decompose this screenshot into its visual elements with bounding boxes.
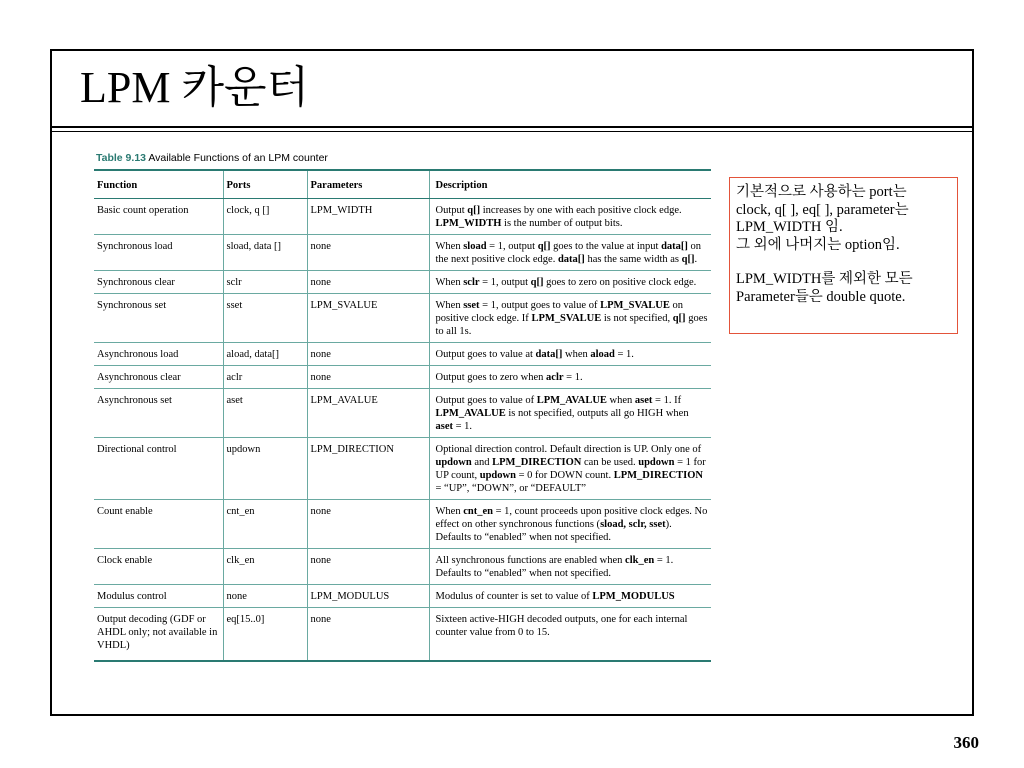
table-row — [94, 389, 711, 438]
cell-ports: sload, data [] — [223, 235, 307, 271]
cell-ports: updown — [223, 438, 307, 500]
cell-description: Optional direction control. Default direction is UP. Only one of updown and LPM_DIRECTION can be used. updown = 1 for UP count, updown = 0 for DOWN count. LPM_DIRECTION = “UP”, “DOWN”, or “DEFAULT” — [429, 438, 711, 500]
table-row — [94, 438, 711, 500]
table-header-row — [94, 170, 711, 199]
lpm-functions-table — [94, 169, 711, 662]
cell-description: Output goes to value of LPM_AVALUE when aset = 1. If LPM_AVALUE is not specified, outputs all go HIGH when aset = 1. — [429, 389, 711, 438]
table-caption — [96, 152, 328, 164]
table-row — [94, 199, 711, 235]
table-row — [94, 294, 711, 343]
table-body — [94, 199, 711, 662]
table-row — [94, 585, 711, 608]
cell-function: Synchronous load — [94, 235, 223, 271]
note-line: LPM_WIDTH를 제외한 모든 — [736, 271, 913, 287]
cell-parameters: none — [307, 271, 429, 294]
cell-parameters: LPM_MODULUS — [307, 585, 429, 608]
note-line: 기본적으로 사용하는 port는 — [736, 184, 907, 200]
note-spacer — [736, 254, 951, 271]
slide-title: LPM 카운터 — [80, 63, 309, 112]
cell-function: Output decoding (GDF or AHDL only; not available in VHDL) — [94, 608, 223, 662]
cell-function: Synchronous set — [94, 294, 223, 343]
table-row — [94, 343, 711, 366]
cell-description: When sclr = 1, output q[] goes to zero on positive clock edge. — [429, 271, 711, 294]
cell-ports: clk_en — [223, 549, 307, 585]
cell-parameters: LPM_DIRECTION — [307, 438, 429, 500]
cell-ports: aclr — [223, 366, 307, 389]
cell-parameters: none — [307, 608, 429, 662]
cell-description: All synchronous functions are enabled when clk_en = 1. Defaults to “enabled” when not specified. — [429, 549, 711, 585]
table-row — [94, 235, 711, 271]
cell-function: Asynchronous load — [94, 343, 223, 366]
cell-function: Asynchronous set — [94, 389, 223, 438]
table-row — [94, 500, 711, 549]
cell-parameters: none — [307, 235, 429, 271]
cell-function: Directional control — [94, 438, 223, 500]
table-row — [94, 366, 711, 389]
table-row — [94, 608, 711, 662]
cell-function: Asynchronous clear — [94, 366, 223, 389]
cell-function: Modulus control — [94, 585, 223, 608]
cell-description: Modulus of counter is set to value of LPM_MODULUS — [429, 585, 711, 608]
cell-description: Output goes to zero when aclr = 1. — [429, 366, 711, 389]
title-divider — [52, 126, 972, 128]
cell-parameters: none — [307, 366, 429, 389]
cell-parameters: LPM_WIDTH — [307, 199, 429, 235]
cell-ports: sset — [223, 294, 307, 343]
cell-function: Count enable — [94, 500, 223, 549]
cell-ports: none — [223, 585, 307, 608]
cell-ports: cnt_en — [223, 500, 307, 549]
header-description: Description — [429, 170, 711, 199]
header-function: Function — [94, 170, 223, 199]
note-line: Parameter들은 double quote. — [736, 288, 906, 305]
cell-ports: aload, data[] — [223, 343, 307, 366]
title-divider-thin — [52, 131, 972, 132]
cell-ports: eq[15..0] — [223, 608, 307, 662]
header-parameters: Parameters — [307, 170, 429, 199]
table-caption-text: Available Functions of an LPM counter — [146, 152, 328, 164]
cell-description: When sload = 1, output q[] goes to the value at input data[] on the next positive clock edge. data[] has the same width as q[]. — [429, 235, 711, 271]
cell-function: Basic count operation — [94, 199, 223, 235]
cell-ports: sclr — [223, 271, 307, 294]
cell-parameters: none — [307, 343, 429, 366]
cell-description: Output q[] increases by one with each positive clock edge. LPM_WIDTH is the number of output bits. — [429, 199, 711, 235]
cell-description: When cnt_en = 1, count proceeds upon positive clock edges. No effect on other synchronous functions (sload, sclr, sset). Defaults to “enabled” when not specified. — [429, 500, 711, 549]
cell-parameters: LPM_AVALUE — [307, 389, 429, 438]
note-line: LPM_WIDTH 임. — [736, 219, 843, 235]
cell-function: Clock enable — [94, 549, 223, 585]
table-caption-number: Table 9.13 — [96, 152, 146, 164]
note-line: clock, q[ ], eq[ ], parameter는 — [736, 201, 909, 218]
cell-description: Output goes to value at data[] when aload = 1. — [429, 343, 711, 366]
cell-parameters: none — [307, 549, 429, 585]
cell-ports: aset — [223, 389, 307, 438]
note-box — [729, 177, 958, 334]
cell-parameters: none — [307, 500, 429, 549]
table-row — [94, 549, 711, 585]
cell-function: Synchronous clear — [94, 271, 223, 294]
note-line: 그 외에 나머지는 option임. — [736, 236, 900, 253]
table-row — [94, 271, 711, 294]
page-number: 360 — [953, 733, 979, 752]
cell-description: When sset = 1, output goes to value of LPM_SVALUE on positive clock edge. If LPM_SVALUE is not specified, q[] goes to all 1s. — [429, 294, 711, 343]
cell-parameters: LPM_SVALUE — [307, 294, 429, 343]
cell-ports: clock, q [] — [223, 199, 307, 235]
cell-description: Sixteen active-HIGH decoded outputs, one for each internal counter value from 0 to 15. — [429, 608, 711, 662]
header-ports: Ports — [223, 170, 307, 199]
